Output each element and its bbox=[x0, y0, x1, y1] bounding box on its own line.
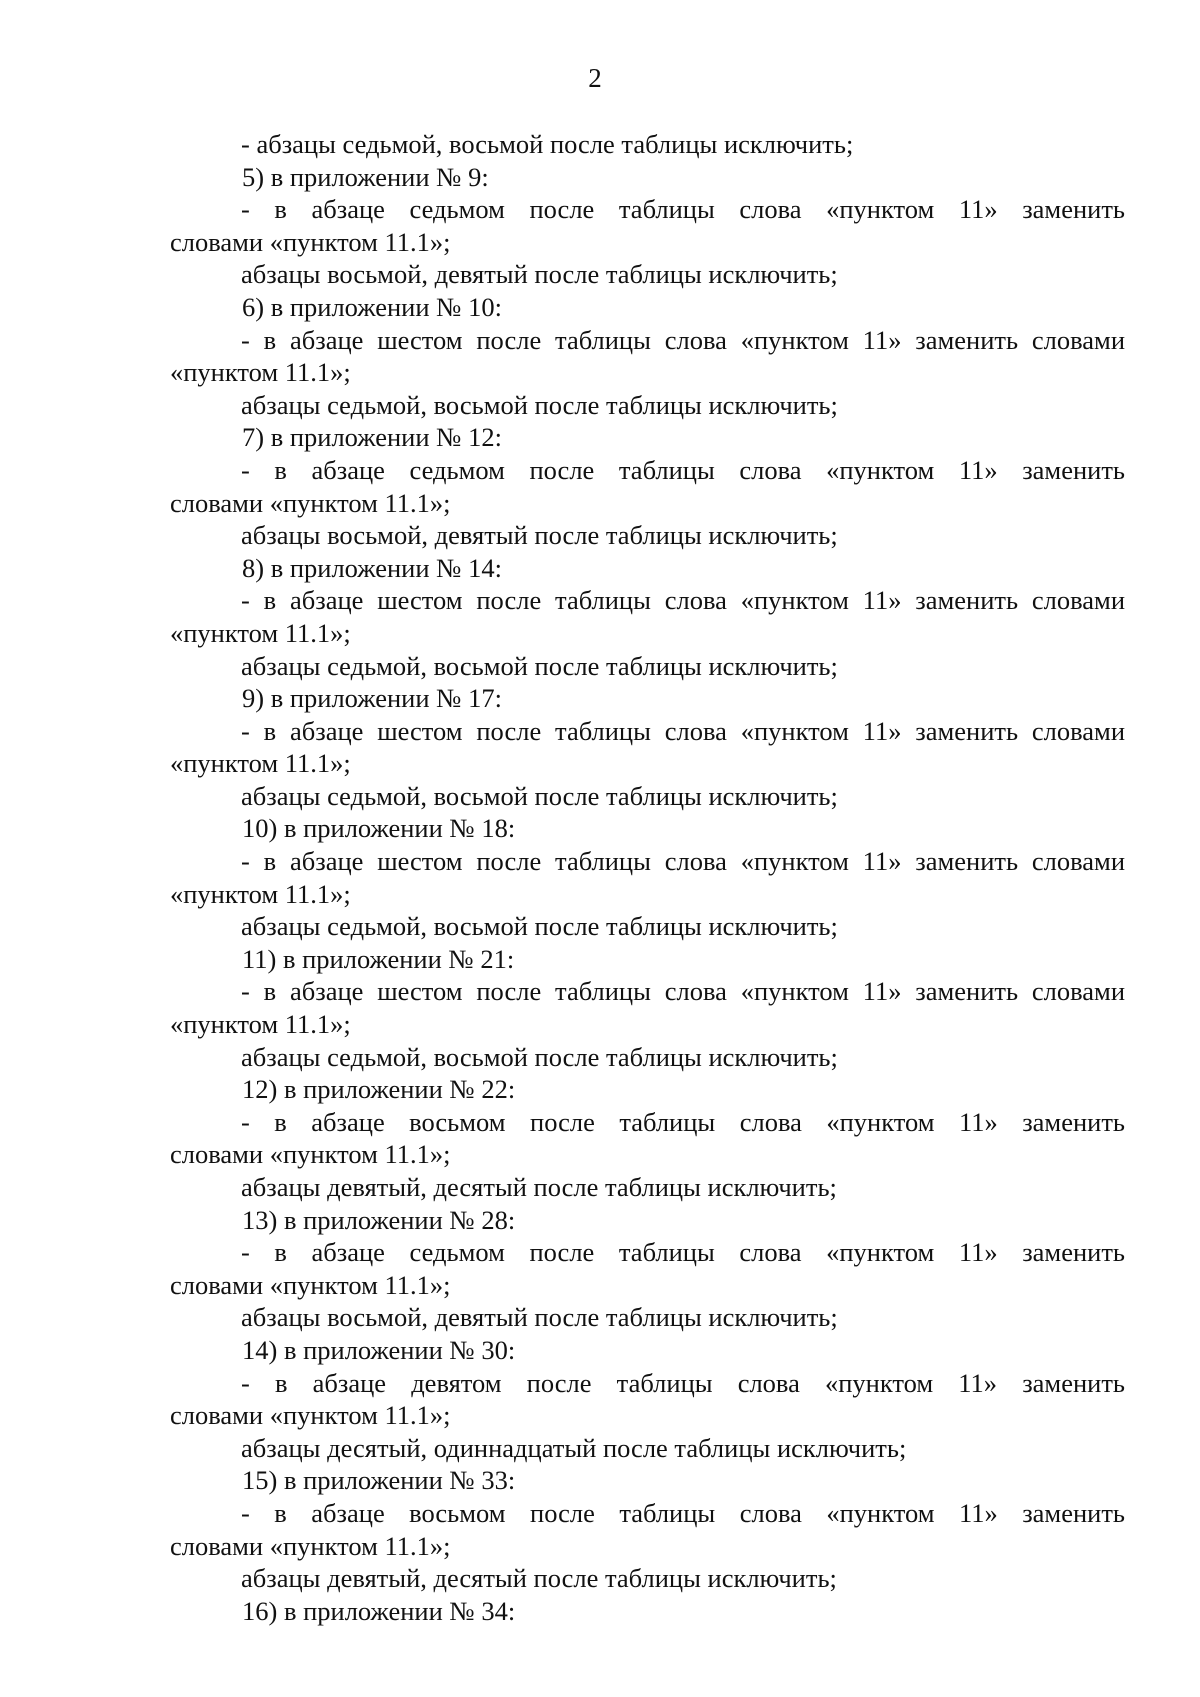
text-line: абзацы седьмой, восьмой после таблицы исключить; bbox=[241, 911, 838, 942]
text-line: словами «пунктом 11.1»; bbox=[170, 226, 451, 257]
text-line: словами «пунктом 11.1»; bbox=[170, 487, 451, 518]
text-line: - в абзаце девятом после таблицы слова «пунктом 11» заменить bbox=[241, 1367, 1125, 1398]
text-line: - в абзаце шестом после таблицы слова «пунктом 11» заменить словами bbox=[241, 585, 1125, 616]
text-line: словами «пунктом 11.1»; bbox=[170, 1139, 451, 1170]
text-line: словами «пунктом 11.1»; bbox=[170, 1269, 451, 1300]
text-line: «пунктом 11.1»; bbox=[170, 357, 351, 388]
text-line: абзацы восьмой, девятый после таблицы исключить; bbox=[241, 1302, 838, 1333]
text-line: абзацы седьмой, восьмой после таблицы исключить; bbox=[241, 389, 838, 420]
text-line: 7) в приложении № 12: bbox=[242, 422, 502, 453]
text-line: абзацы десятый, одиннадцатый после таблицы исключить; bbox=[241, 1432, 907, 1463]
text-line: 11) в приложении № 21: bbox=[242, 943, 515, 974]
text-line: - в абзаце седьмом после таблицы слова «пунктом 11» заменить bbox=[241, 1237, 1125, 1268]
text-line: - в абзаце седьмом после таблицы слова «пунктом 11» заменить bbox=[241, 454, 1125, 485]
text-line: абзацы девятый, десятый после таблицы исключить; bbox=[241, 1563, 837, 1594]
page-number: 2 bbox=[588, 63, 602, 93]
text-line: - в абзаце шестом после таблицы слова «пунктом 11» заменить словами bbox=[241, 976, 1125, 1007]
text-line: 8) в приложении № 14: bbox=[242, 552, 502, 583]
text-line: - в абзаце восьмом после таблицы слова «пунктом 11» заменить bbox=[241, 1497, 1125, 1528]
text-line: словами «пунктом 11.1»; bbox=[170, 1530, 451, 1561]
text-line: 16) в приложении № 34: bbox=[242, 1595, 516, 1626]
text-line: 6) в приложении № 10: bbox=[242, 291, 502, 322]
text-line: «пунктом 11.1»; bbox=[170, 617, 351, 648]
text-line: - в абзаце восьмом после таблицы слова «пунктом 11» заменить bbox=[241, 1106, 1125, 1137]
text-line: «пунктом 11.1»; bbox=[170, 878, 351, 909]
text-line: - в абзаце шестом после таблицы слова «пунктом 11» заменить словами bbox=[241, 846, 1125, 877]
document-body bbox=[170, 128, 1125, 1627]
text-line: 5) в приложении № 9: bbox=[242, 161, 489, 192]
text-line: «пунктом 11.1»; bbox=[170, 1009, 351, 1040]
text-line: - в абзаце шестом после таблицы слова «пунктом 11» заменить словами bbox=[241, 715, 1125, 746]
text-line: «пунктом 11.1»; bbox=[170, 748, 351, 779]
text-line: словами «пунктом 11.1»; bbox=[170, 1400, 451, 1431]
text-line: - в абзаце седьмом после таблицы слова «пунктом 11» заменить bbox=[241, 194, 1125, 225]
text-line: абзацы восьмой, девятый после таблицы исключить; bbox=[241, 259, 838, 290]
text-line: 9) в приложении № 17: bbox=[242, 683, 502, 714]
text-line: 10) в приложении № 18: bbox=[242, 813, 516, 844]
text-line: 14) в приложении № 30: bbox=[242, 1334, 516, 1365]
text-line: абзацы седьмой, восьмой после таблицы исключить; bbox=[241, 1041, 838, 1072]
text-line: абзацы восьмой, девятый после таблицы исключить; bbox=[241, 520, 838, 551]
text-line: 15) в приложении № 33: bbox=[242, 1465, 516, 1496]
text-line: абзацы седьмой, восьмой после таблицы исключить; bbox=[241, 780, 838, 811]
text-line: 13) в приложении № 28: bbox=[242, 1204, 516, 1235]
text-line: абзацы девятый, десятый после таблицы исключить; bbox=[241, 1172, 837, 1202]
text-line: абзацы седьмой, восьмой после таблицы исключить; bbox=[241, 650, 838, 681]
text-line: - в абзаце шестом после таблицы слова «пунктом 11» заменить словами bbox=[241, 324, 1125, 355]
text-line: - абзацы седьмой, восьмой после таблицы исключить; bbox=[241, 129, 854, 159]
text-line: 12) в приложении № 22: bbox=[242, 1074, 516, 1105]
